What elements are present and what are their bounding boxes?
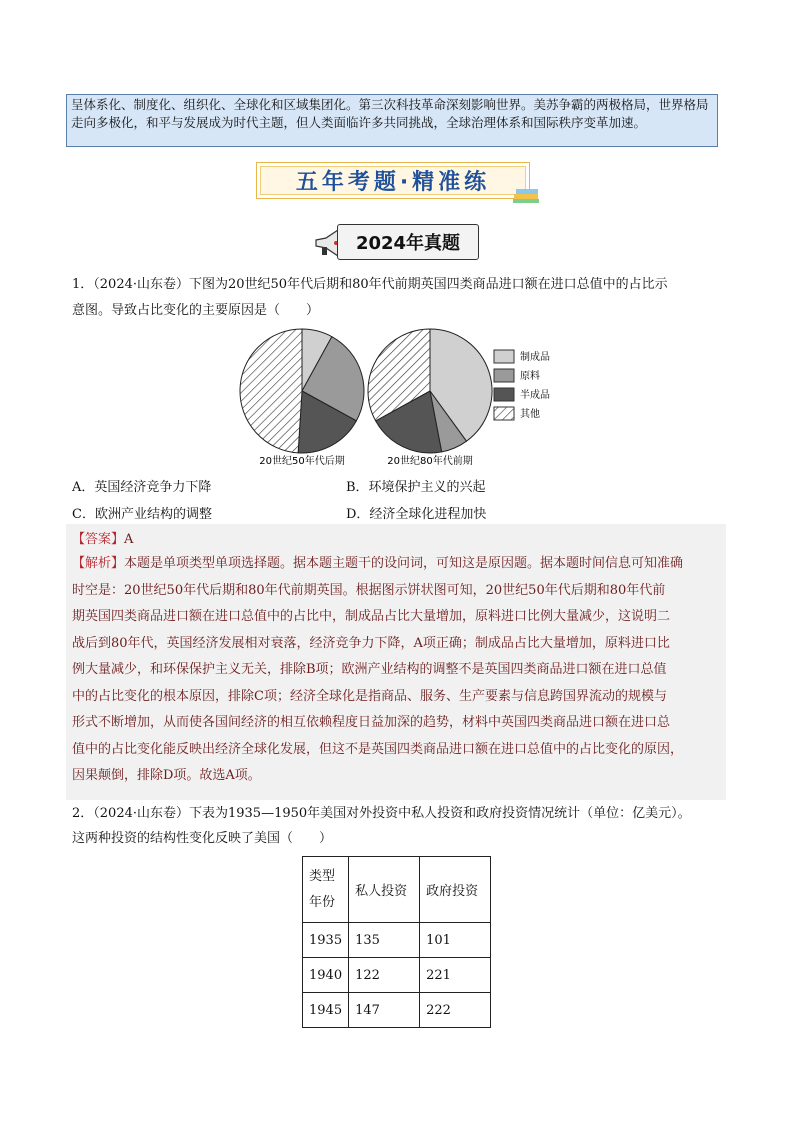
table-cell: 122: [349, 958, 420, 993]
analysis-line: 例大量减少，和环保保护主义无关，排除B项；欧洲产业结构的调整不是英国四类商品进口额在进口总值: [72, 662, 667, 677]
analysis-line: 形式不断增加，从而使各国间经济的相互依赖程度日益加深的趋势，材料中英国四类商品进口额在进口总: [72, 715, 671, 730]
analysis-line: 中的占比变化的根本原因，排除C项；经济全球化是指商品、服务、生产要素与信息跨国界流动的规模与: [72, 688, 667, 704]
table-cell: 1940: [303, 958, 349, 993]
table-corner-top: 类型: [309, 868, 336, 884]
table-cell: 222: [420, 993, 491, 1028]
legend: [494, 350, 550, 420]
analysis-line: 时空是：20世纪50年代后期和80年代前期英国。根据图示饼状图可知，20世纪50年代后期和80年代前: [72, 582, 666, 598]
question-2-line-1: 2．（2024·山东卷）下表为1935—1950年美国对外投资中私人投资和政府投资情况统计（单位：亿美元）。: [72, 806, 691, 821]
answer-line: [72, 527, 133, 554]
legend-swatch: [494, 388, 514, 401]
table-cell: 147: [349, 993, 420, 1028]
year-header: 2024年真题: [337, 224, 479, 260]
analysis-tag: 【解析】: [72, 556, 125, 571]
analysis-line: 本题是单项类型单项选择题。据本题主题干的设问词，可知这是原因题。据本题时间信息可知准确: [124, 556, 684, 571]
answer-tag: 【答案】: [72, 532, 125, 547]
pie-2-label: 20世纪80年代前期: [387, 456, 473, 467]
slice-other: [240, 329, 302, 453]
analysis-line: 因果颠倒，排除D项。故选A项。: [72, 768, 261, 783]
legend-swatch: [494, 350, 514, 363]
question-1-line-1: 1．（2024·山东卷）下图为20世纪50年代后期和80年代前期英国四类商品进口额在进口总值中的占比示: [72, 277, 668, 292]
table-cell: 101: [420, 923, 491, 958]
question-1-line-2: 意图。导致占比变化的主要原因是（ ）: [72, 303, 320, 318]
pie-1980s: [368, 329, 492, 453]
table-header: 私人投资: [349, 857, 420, 923]
legend-swatch: [494, 407, 514, 420]
question-2-line-2: 这两种投资的结构性变化反映了美国（ ）: [72, 831, 333, 846]
table-row: [303, 958, 491, 993]
table-cell: 221: [420, 958, 491, 993]
answer-value: A: [124, 532, 134, 547]
pie-1-label: 20世纪50年代后期: [259, 456, 345, 467]
table-cell: 1945: [303, 993, 349, 1028]
legend-label: 制成品: [520, 352, 550, 363]
analysis-line: 期英国四类商品进口额在进口总值中的占比中，制成品占比大量增加，原料进口比例大量减少，这说明二: [72, 609, 671, 624]
option-b[interactable]: B．环境保护主义的兴起: [346, 480, 486, 495]
investment-table-wrap: [302, 856, 491, 1028]
table-header: 政府投资: [420, 857, 491, 923]
table-cell: 135: [349, 923, 420, 958]
table-corner: [303, 857, 349, 923]
pie-1950s: [240, 329, 364, 453]
legend-swatch: [494, 369, 514, 382]
option-c[interactable]: C．欧洲产业结构的调整: [72, 507, 212, 522]
legend-label: 原料: [520, 371, 540, 382]
books-icon: [512, 182, 542, 204]
analysis-line: 战后到80年代，英国经济发展相对衰落，经济竞争力下降，A项正确；制成品占比大量增加，原料进口比: [72, 635, 670, 651]
legend-label: 半成品: [520, 390, 550, 401]
table-corner-bottom: 年份: [309, 894, 336, 910]
analysis-text: [72, 551, 728, 790]
table-row: [303, 923, 491, 958]
table-cell: 1935: [303, 923, 349, 958]
option-d[interactable]: D．经济全球化进程加快: [346, 507, 487, 522]
option-a[interactable]: A．英国经济竞争力下降: [72, 480, 212, 495]
summary-box: 呈体系化、制度化、组织化、全球化和区域集团化。第三次科技革命深刻影响世界。美苏争霸的两极格局，世界格局走向多极化，和平与发展成为时代主题，但人类面临许多共同挑战，全球治理体系和国际秩序变革加速。: [66, 94, 718, 147]
analysis-line: 值中的占比变化能反映出经济全球化发展，但这不是英国四类商品进口额在进口总值中的占比变化的原因，: [72, 741, 684, 757]
banner-title: 五年考题·精准练: [256, 162, 530, 199]
legend-label: 其他: [520, 409, 540, 420]
investment-table: [302, 856, 491, 1028]
table-row: [303, 993, 491, 1028]
pie-chart-figure: [232, 325, 562, 470]
